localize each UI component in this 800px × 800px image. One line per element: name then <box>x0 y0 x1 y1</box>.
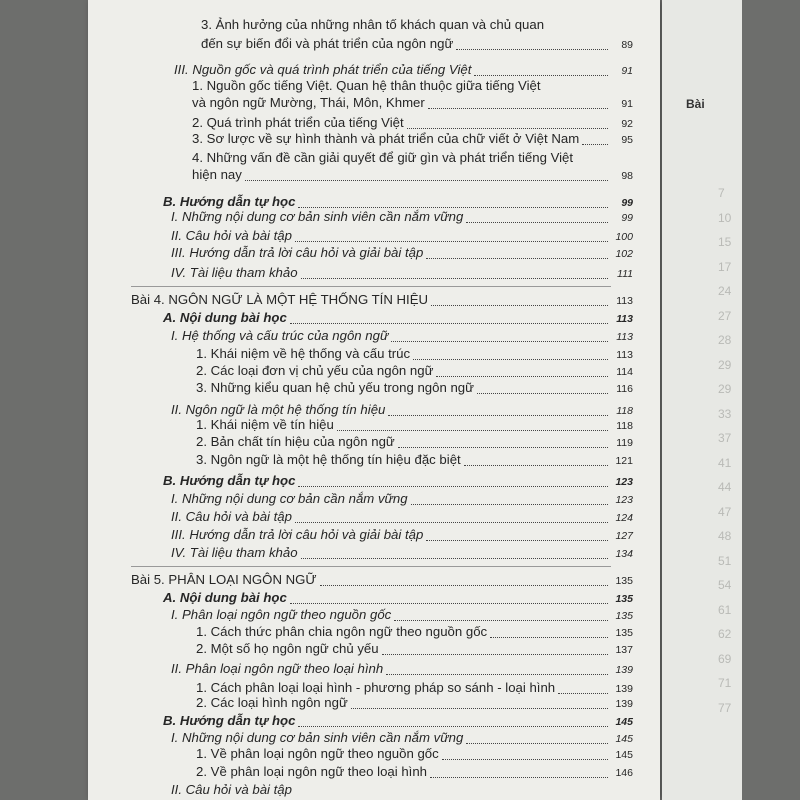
toc-entry-title: 2. Quá trình phát triển của tiếng Việt <box>192 115 404 130</box>
toc-entry <box>192 95 633 111</box>
toc-entry-title: I. Những nội dung cơ bản sinh viên cần nắm vững <box>171 730 464 745</box>
dot-leader <box>398 447 608 448</box>
ghost-number: 29 <box>718 382 732 396</box>
toc-entry-title: 1. Nguồn gốc tiếng Việt. Quan hệ thân thuộc giữa tiếng Việt <box>192 78 541 93</box>
toc-entry <box>163 310 633 326</box>
toc-entry <box>201 36 633 52</box>
section-divider <box>131 566 611 567</box>
toc-entry <box>171 228 633 244</box>
dot-leader <box>407 128 608 129</box>
toc-entry <box>171 491 633 507</box>
toc-page-number: 118 <box>616 405 633 417</box>
toc-entry-title: B. Hướng dẫn tự học <box>163 473 296 488</box>
toc-entry <box>171 245 633 261</box>
toc-entry-title: 2. Các loại đơn vị chủ yếu của ngôn ngữ <box>196 363 434 378</box>
toc-entry-title: III. Hướng dẫn trả lời câu hỏi và giải bài tập <box>171 245 424 260</box>
ghost-number: 69 <box>718 651 732 666</box>
toc-page-number: 139 <box>615 698 633 710</box>
ghost-number: 27 <box>718 308 732 323</box>
toc-page-number: 146 <box>615 767 633 779</box>
toc-entry-title: 3. Ngôn ngữ là một hệ thống tín hiệu đặc biệt <box>196 452 461 467</box>
ghost-number: 33 <box>718 406 732 421</box>
ghost-number: 48 <box>718 529 732 543</box>
toc-page-number: 123 <box>615 476 633 488</box>
toc-page-number: 139 <box>615 664 633 676</box>
toc-entry <box>171 782 633 798</box>
toc-entry-title: 3. Sơ lược về sự hình thành và phát triển của chữ viết ở Việt Nam <box>192 131 580 146</box>
toc-entry <box>192 78 633 94</box>
toc-entry-title: 1. Khái niệm về hệ thống và cấu trúc <box>196 346 411 361</box>
toc-page-number: 98 <box>621 170 633 182</box>
toc-page-number: 91 <box>621 98 633 110</box>
toc-entry-title: A. Nội dung bài học <box>163 590 287 605</box>
dot-leader <box>298 726 608 727</box>
toc-entry <box>131 292 633 308</box>
toc-page-number: 91 <box>621 65 633 77</box>
toc-entry-title: 3. Những kiểu quan hệ chủ yếu trong ngôn ngữ <box>196 380 474 395</box>
ghost-number: 44 <box>718 480 732 494</box>
toc-entry-title: và ngôn ngữ Mường, Thái, Môn, Khmer <box>192 95 425 110</box>
toc-page-number: 127 <box>615 530 633 542</box>
toc-entry <box>171 209 633 225</box>
toc-page-number: 145 <box>615 716 633 728</box>
toc-entry-title: II. Ngôn ngữ là một hệ thống tín hiệu <box>171 402 386 417</box>
toc-page-number: 95 <box>621 134 633 146</box>
toc-entry <box>192 131 633 147</box>
toc-entry-title: 1. Cách phân loại loại hình - phương pháp so sánh - loại hình <box>196 680 556 695</box>
ghost-number: 28 <box>718 333 732 347</box>
toc-entry-title: II. Câu hỏi và bài tập <box>171 782 292 797</box>
toc-page-number: 135 <box>615 627 633 639</box>
toc-page-number: 100 <box>615 231 633 243</box>
toc-entry-title: 1. Cách thức phân chia ngôn ngữ theo nguồn gốc <box>196 624 488 639</box>
toc-entry-title: I. Phân loại ngôn ngữ theo nguồn gốc <box>171 607 392 622</box>
toc-entry <box>171 527 633 543</box>
ghost-number: 7 <box>718 186 725 200</box>
toc-page-number: 113 <box>616 313 633 325</box>
dot-leader <box>298 207 608 208</box>
toc-entry-title: IV. Tài liệu tham khảo <box>171 545 298 560</box>
toc-entry <box>196 695 633 711</box>
dot-leader <box>351 708 608 709</box>
toc-entry <box>196 641 633 657</box>
toc-entry-title: I. Hệ thống và cấu trúc của ngôn ngữ <box>171 328 389 343</box>
dot-leader <box>295 522 608 523</box>
toc-page-number: 135 <box>615 593 633 605</box>
toc-entry <box>196 764 633 780</box>
toc-page-number: 92 <box>621 118 633 130</box>
toc-page-number: 113 <box>616 331 633 343</box>
toc-entry <box>171 265 633 281</box>
dot-leader <box>391 341 608 342</box>
toc-page-number: 137 <box>615 644 633 656</box>
ghost-number: 61 <box>718 602 732 617</box>
toc-page-number: 113 <box>616 295 633 307</box>
toc-page-number: 123 <box>615 494 633 506</box>
dot-leader <box>298 486 608 487</box>
toc-page-number: 118 <box>616 420 633 432</box>
dot-leader <box>394 620 608 621</box>
toc-entry-title: B. Hướng dẫn tự học <box>163 194 296 209</box>
dot-leader <box>295 241 608 242</box>
dot-leader <box>290 603 608 604</box>
toc-entry <box>201 17 633 33</box>
toc-page-number: 99 <box>621 212 633 224</box>
toc-page-number: 114 <box>616 366 633 378</box>
ghost-number: 17 <box>718 259 732 274</box>
toc-entry-title: Bài 4. NGÔN NGỮ LÀ MỘT HỆ THỐNG TÍN HIỆU <box>131 292 429 307</box>
toc-page-number: 145 <box>615 749 633 761</box>
toc-entry <box>171 545 633 561</box>
toc-entry <box>171 607 633 623</box>
toc-entry <box>196 680 633 696</box>
toc-entry-title: 2. Về phân loại ngôn ngữ theo loại hình <box>196 764 428 779</box>
ghost-number: 15 <box>718 235 732 249</box>
ghost-number: 24 <box>718 284 732 298</box>
toc-entry <box>196 452 633 468</box>
toc-entry-title: A. Nội dung bài học <box>163 310 287 325</box>
dot-leader <box>386 674 608 675</box>
dot-leader <box>290 323 608 324</box>
toc-entry <box>163 473 633 489</box>
toc-entry-title: đến sự biến đổi và phát triển của ngôn ngữ <box>201 36 454 51</box>
toc-entry-title: 2. Các loại hình ngôn ngữ <box>196 695 348 710</box>
toc-entry-title: hiện nay <box>192 167 242 182</box>
toc-entry <box>196 624 633 640</box>
dot-leader <box>388 415 608 416</box>
dot-leader <box>301 278 608 279</box>
toc-entry-title: III. Nguồn gốc và quá trình phát triển của tiếng Việt <box>174 62 472 77</box>
toc-entry-title: I. Những nội dung cơ bản sinh viên cần nắm vững <box>171 209 464 224</box>
toc-entry-title: 3. Ảnh hưởng của những nhân tố khách quan và chủ quan <box>201 17 545 32</box>
toc-entry-title: B. Hướng dẫn tự học <box>163 713 296 728</box>
dot-leader <box>382 654 608 655</box>
toc-entry <box>192 150 633 166</box>
toc-entry <box>171 402 633 418</box>
toc-entry <box>131 572 633 588</box>
toc-page-number: 134 <box>615 548 633 560</box>
ghost-number: 77 <box>718 700 732 715</box>
dot-leader <box>320 585 608 586</box>
toc-entry <box>192 115 633 131</box>
toc-entry <box>171 730 633 746</box>
toc-page-number: 121 <box>615 455 633 467</box>
toc-entry-title: 1. Khái niệm về tín hiệu <box>196 417 334 432</box>
dot-leader <box>413 359 608 360</box>
toc-entry-title: 4. Những vấn đề cần giải quyết để giữ gìn và phát triển tiếng Việt <box>192 150 574 165</box>
toc-entry-title: 2. Một số họ ngôn ngữ chủ yếu <box>196 641 379 656</box>
toc-page-number: 124 <box>615 512 633 524</box>
ghost-number: 51 <box>718 553 732 568</box>
toc-entry-title: II. Câu hỏi và bài tập <box>171 228 292 243</box>
toc-page-number: 89 <box>621 39 633 51</box>
toc-entry <box>196 434 633 450</box>
toc-entry-title: 2. Bản chất tín hiệu của ngôn ngữ <box>196 434 395 449</box>
toc-page-number: 113 <box>616 349 633 361</box>
ghost-number: 10 <box>718 210 732 225</box>
dot-leader <box>411 504 608 505</box>
toc-entry-title: II. Câu hỏi và bài tập <box>171 509 292 524</box>
toc-entry <box>171 328 633 344</box>
toc-entry-title: Bài 5. PHÂN LOẠI NGÔN NGỮ <box>131 572 317 587</box>
toc-entry <box>174 62 633 78</box>
toc-entry-title: IV. Tài liệu tham khảo <box>171 265 298 280</box>
ghost-number: 29 <box>718 357 732 372</box>
toc-entry-title: II. Phân loại ngôn ngữ theo loại hình <box>171 661 384 676</box>
toc-entry <box>171 509 633 525</box>
toc-entry <box>171 661 633 677</box>
ghost-number: 41 <box>718 455 732 470</box>
toc-entry <box>196 363 633 379</box>
toc-entry-title: 1. Về phân loại ngôn ngữ theo nguồn gốc <box>196 746 439 761</box>
ghost-number: 54 <box>718 578 732 592</box>
toc-page-number: 116 <box>616 383 633 395</box>
toc-page-number: 119 <box>616 437 633 449</box>
toc-page-number: 135 <box>615 575 633 587</box>
toc-entry <box>163 194 633 210</box>
toc-entry <box>192 167 633 183</box>
toc-entry <box>196 346 633 362</box>
dot-leader <box>245 180 608 181</box>
toc-page-number: 111 <box>617 268 633 280</box>
ghost-number: 71 <box>718 676 732 690</box>
toc-page-number: 99 <box>621 197 633 209</box>
dot-leader <box>301 558 608 559</box>
toc-page-number: 145 <box>615 733 633 745</box>
toc-page-number: 139 <box>615 683 633 695</box>
toc-entry-title: I. Những nội dung cơ bản cần nắm vững <box>171 491 408 506</box>
toc-entry <box>196 746 633 762</box>
toc-page-number: 102 <box>615 248 633 260</box>
ghost-number: 62 <box>718 627 732 641</box>
toc-entry <box>196 380 633 396</box>
toc-entry <box>163 590 633 606</box>
toc-entry <box>196 417 633 433</box>
toc-entry <box>163 713 633 729</box>
next-page-label: Bài <box>686 97 705 111</box>
section-divider <box>131 286 611 287</box>
ghost-number: 37 <box>718 431 732 445</box>
ghost-number: 47 <box>718 504 732 519</box>
dot-leader <box>337 430 608 431</box>
toc-entry-title: III. Hướng dẫn trả lời câu hỏi và giải bài tập <box>171 527 424 542</box>
toc-page-number: 135 <box>615 610 633 622</box>
